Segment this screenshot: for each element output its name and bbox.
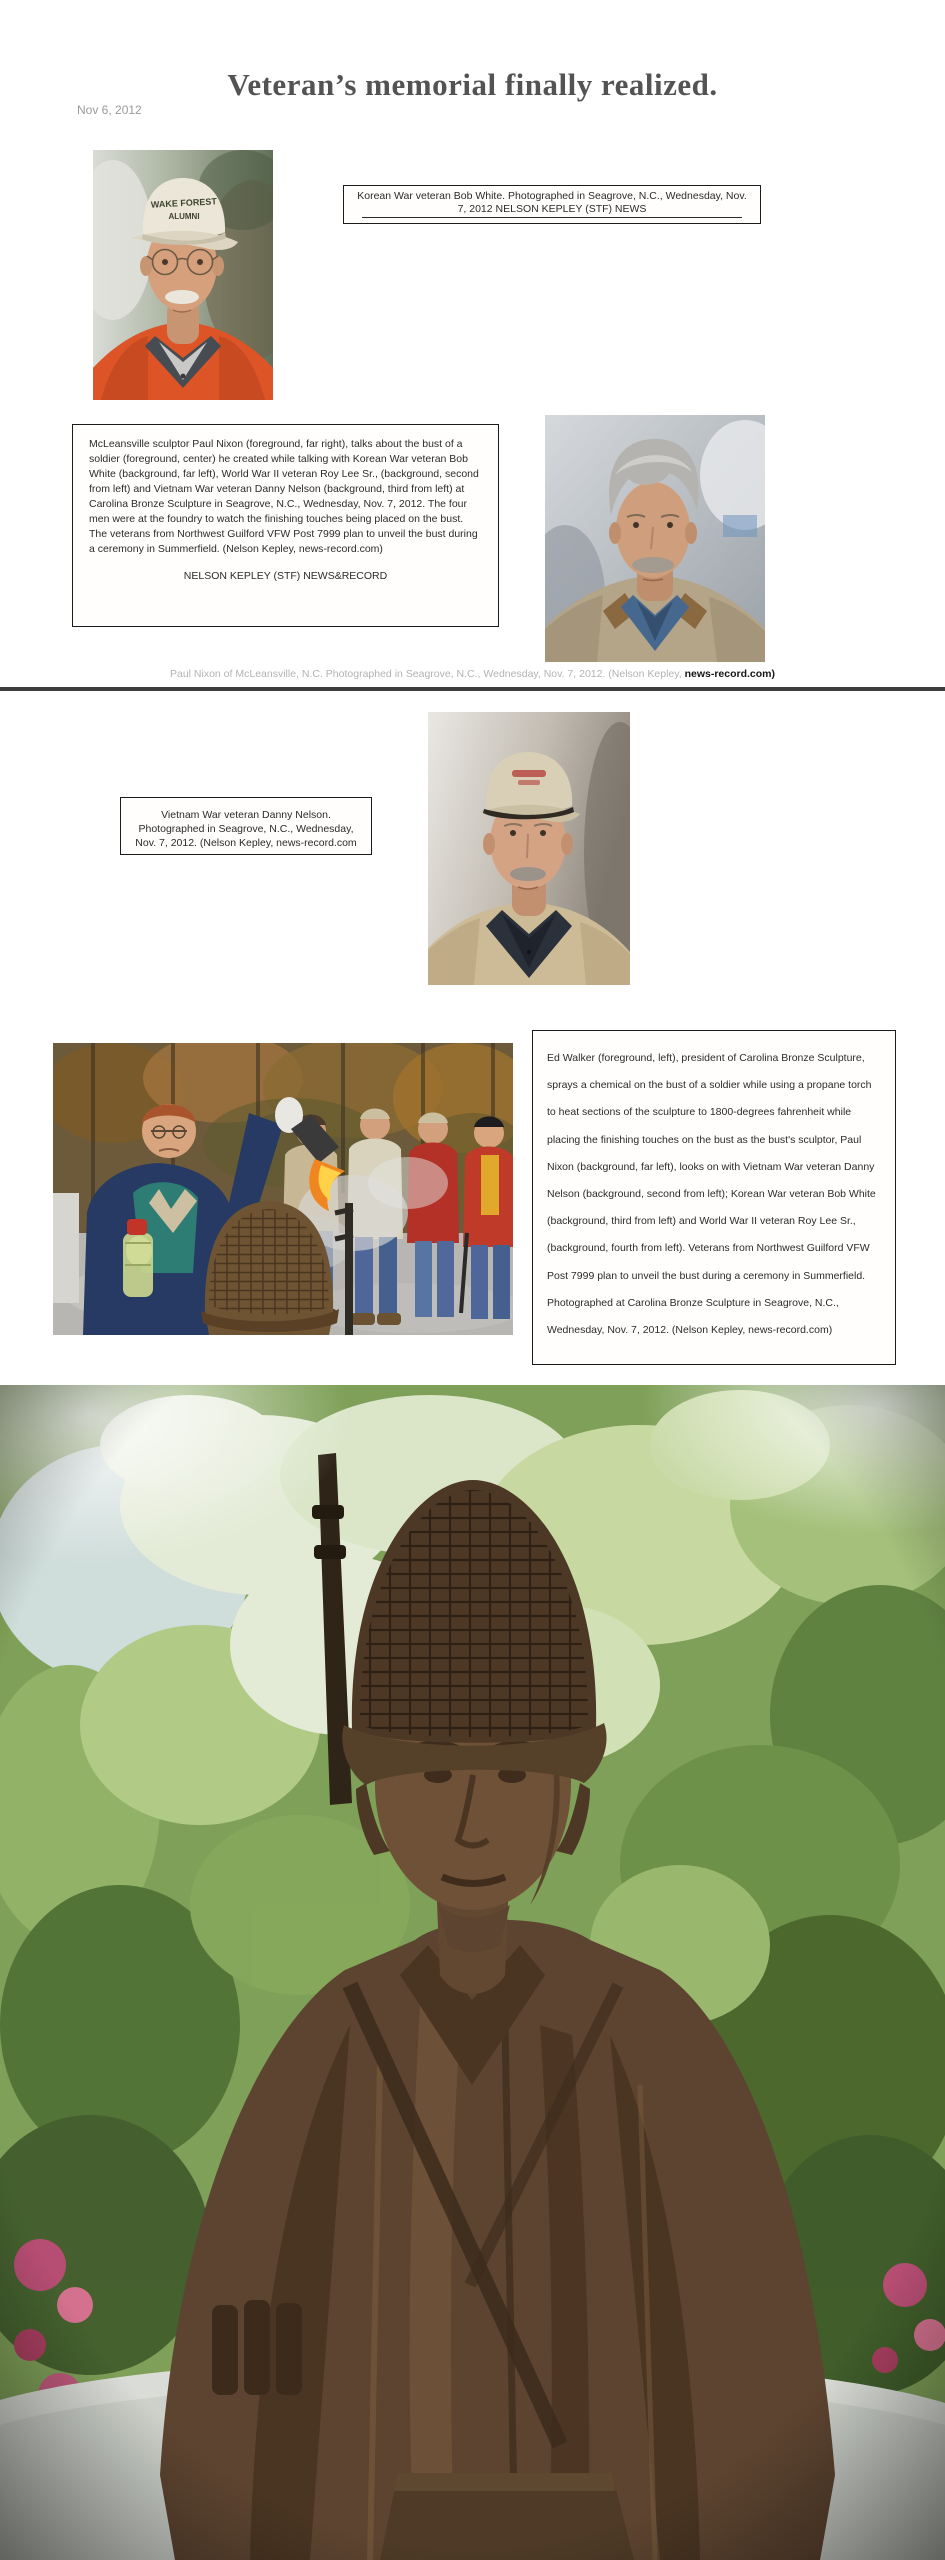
caption-paul-nixon-site: news-record.com) <box>684 668 776 680</box>
caption-box-ed-walker <box>532 1030 896 1365</box>
caption-paul-nixon <box>0 668 945 680</box>
caption-foundry-credit: NELSON KEPLEY (STF) NEWS&RECORD <box>183 570 388 582</box>
photo-foundry-torch-image <box>53 1043 513 1335</box>
caption-foundry-text: McLeansville sculptor Paul Nixon (foreground, far right), talks about the bust of a soldier (foreground, center) he created while talking with Korean War veteran Bob White (background, far left), World War II veteran Roy Lee Sr., (background, second from left) and Vietnam War veteran Danny Nelson (background, third from left) at Carolina Bronze Sculpture in Seagrove, N.C., Wednesday, Nov. 7, 2012. The four men were at the foundry to watch the finishing touches being placed on the bust. The veterans from Northwest Guilford VFW Post 7999 plan to unveil the bust during a ceremony in Summerfield. (Nelson Kepley, news-record.com) <box>89 438 479 555</box>
caption-danny-nelson-text: Vietnam War veteran Danny Nelson. Photographed in Seagrove, N.C., Wednesday, Nov. 7, 2012. (Nelson Kepley, news-record.com <box>135 809 357 849</box>
page-title: Veteran’s memorial finally realized. <box>227 66 718 102</box>
photo-paul-nixon-image <box>545 415 765 662</box>
section-divider-rule <box>0 687 945 691</box>
cap-text-line1: WAKE FOREST <box>150 196 218 210</box>
caption-paul-nixon-text: Paul Nixon of McLeansville, N.C. Photographed in Seagrove, N.C., Wednesday, Nov. 7, 2012. (Nelson Kepley, <box>169 668 685 680</box>
caption-box-danny-nelson <box>120 797 372 855</box>
photo-bronze-bust-image <box>0 1385 945 2560</box>
caption-bob-white-text: Korean War veteran Bob White. Photographed in Seagrove, N.C., Wednesday, Nov. 7, 2012 NELSON KEPLEY (STF) NEWS <box>357 190 747 215</box>
caption-box-foundry-group <box>72 424 499 627</box>
photo-danny-nelson <box>428 712 630 985</box>
photo-bob-white <box>93 150 273 400</box>
caption-box-bob-white <box>343 185 761 224</box>
caption-underline <box>362 217 742 218</box>
photo-foundry-torch <box>53 1043 513 1335</box>
photo-danny-nelson-image <box>428 712 630 985</box>
photo-bronze-bust <box>0 1385 945 2560</box>
cap-text-line2: ALUMNI <box>168 212 200 221</box>
caption-ed-walker-text: Ed Walker (foreground, left), president of Carolina Bronze Sculpture, sprays a chemical on the bust of a soldier while using a propane torch to heat sections of the sculpture to 1800-degrees fahrenheit while placing the finishing touches on the bust as the bust's sculptor, Paul Nixon (background, far left), looks on with Vietnam War veteran Danny Nelson (background, second from left); Korean War veteran Bob White (background, third from left) and World War II veteran Roy Lee Sr., (background, fourth from left). Veterans from Northwest Guilford VFW Post 7999 plan to unveil the bust during a ceremony in Summerfield. Photographed at Carolina Bronze Sculpture in Seagrove, N.C., Wednesday, Nov. 7, 2012. (Nelson Kepley, news-record.com) <box>547 1052 876 1337</box>
photo-paul-nixon <box>545 415 765 662</box>
publish-date: Nov 6, 2012 <box>77 103 142 117</box>
photo-bob-white-image <box>93 150 273 400</box>
